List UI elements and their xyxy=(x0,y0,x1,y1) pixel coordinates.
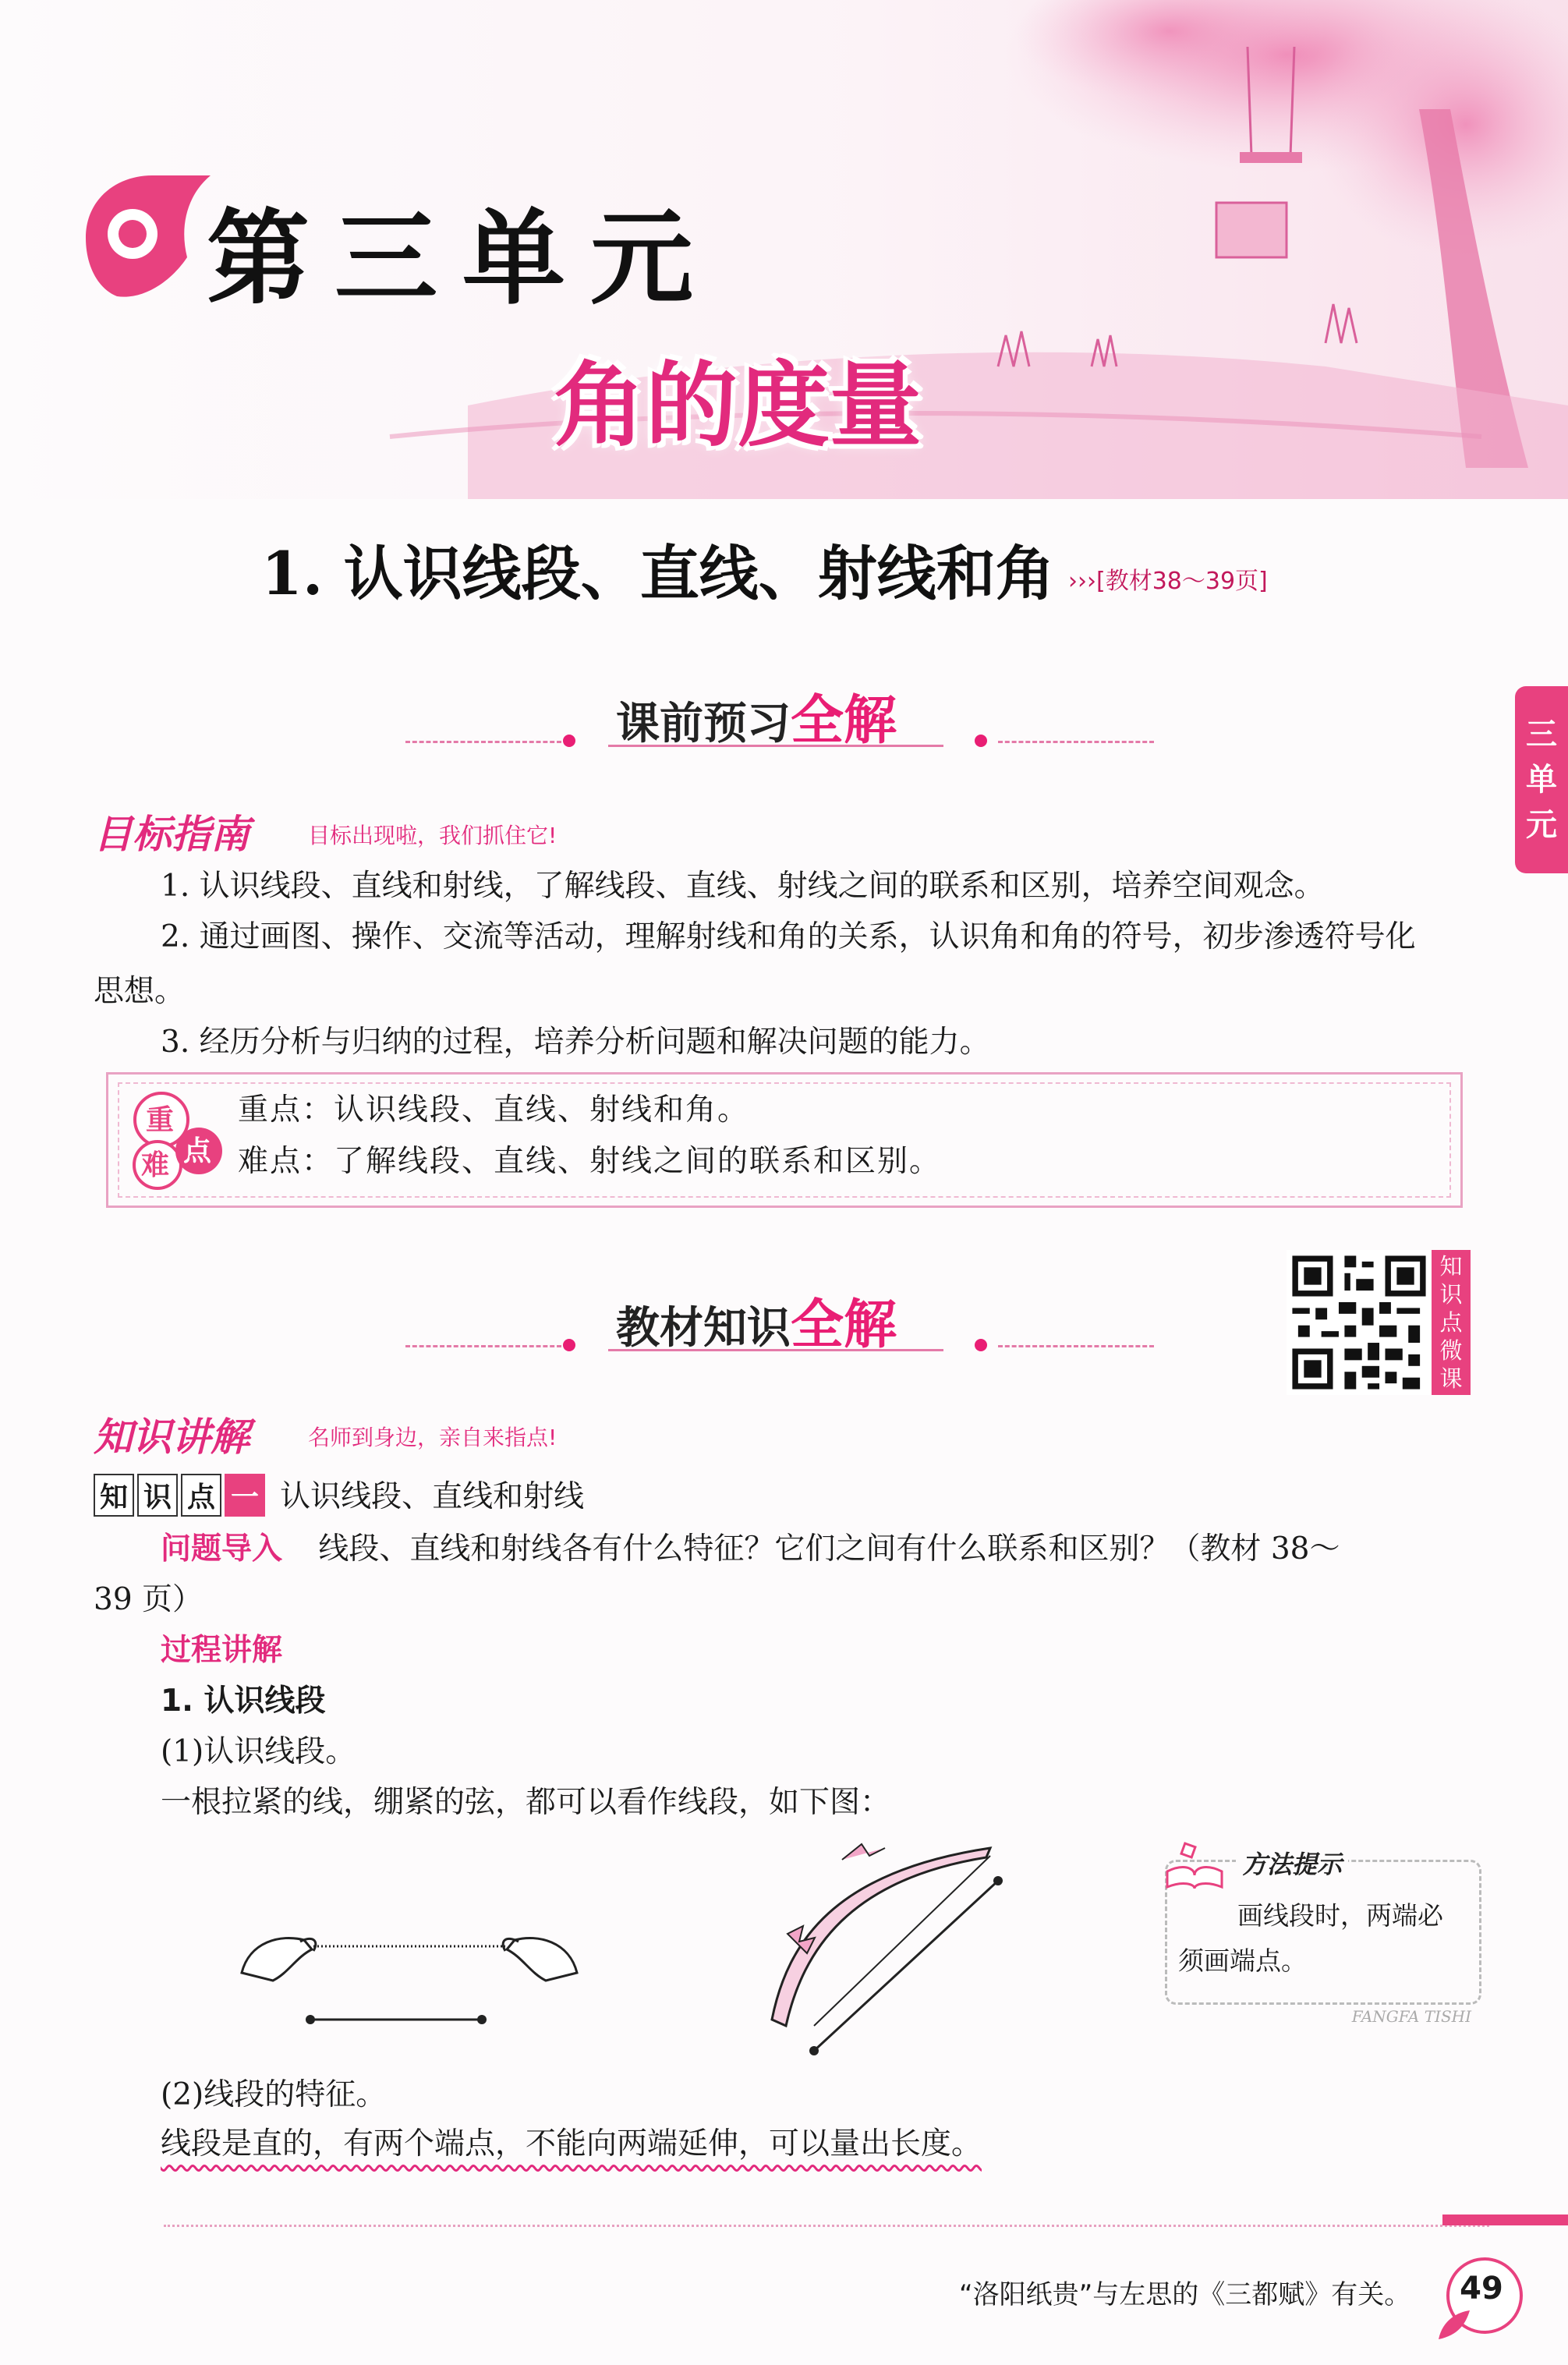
section-title-text: 课前预习 xyxy=(616,698,791,749)
side-tab-char: 单 xyxy=(1526,762,1557,798)
kp-tag-char: 知 xyxy=(94,1474,134,1517)
page-number: 49 xyxy=(1460,2271,1503,2307)
tip-caption: FANGFA TISHI xyxy=(1349,2007,1474,2026)
section-preview-title xyxy=(616,678,897,754)
section-title-accent: 全解 xyxy=(791,689,897,752)
kp-tag-char: 点 xyxy=(181,1474,221,1517)
side-tab-char: 三 xyxy=(1526,717,1557,752)
intro-text-cont: 39 页） xyxy=(94,1582,204,1617)
section-divider-right xyxy=(998,741,1154,743)
tip-title: 方法提示 xyxy=(1236,1845,1348,1881)
knowledge-sub: 名师到身边，亲自来指点! xyxy=(308,1425,557,1450)
goals-sub: 目标出现啦，我们抓住它! xyxy=(308,823,557,848)
side-tab-char: 元 xyxy=(1526,807,1557,843)
goal-item: 思想。 xyxy=(94,974,186,1009)
qr-code-icon[interactable] xyxy=(1287,1250,1432,1395)
tip-line: 画线段时，两端必 xyxy=(1237,1900,1443,1931)
knowledge-point-heading xyxy=(94,1472,584,1517)
knowledge-label: 知识讲解 xyxy=(94,1414,250,1460)
key-point-text: 重点：认识线段、直线、射线和角。 xyxy=(238,1092,750,1128)
section-divider-left xyxy=(405,741,561,743)
goal-item: 2. 通过画图、操作、交流等活动，理解射线和角的关系，认识角和角的符号，初步渗透符号化 xyxy=(161,919,1416,954)
chapter-title: 角的度量 xyxy=(554,352,922,459)
method-tip-box xyxy=(1165,1850,1481,2026)
intro-label: 问题导入 xyxy=(161,1531,283,1567)
divider-dot xyxy=(975,735,987,747)
qr-tab-char: 课 xyxy=(1439,1365,1463,1392)
segment-feature: 线段是直的，有两个端点，不能向两端延伸，可以量出长度。 xyxy=(161,2126,982,2161)
step-1-desc: 一根拉紧的线，绷紧的弦，都可以看作线段，如下图： xyxy=(161,1785,891,1820)
lesson-page-ref: ›››[教材38～39页] xyxy=(1068,568,1268,595)
qr-tab-char: 微 xyxy=(1439,1337,1463,1364)
difficult-point-text: 难点：了解线段、直线、射线之间的联系和区别。 xyxy=(238,1144,942,1179)
badge-char: 点 xyxy=(183,1135,212,1167)
section-textbook-title xyxy=(616,1283,897,1358)
intro-text: 线段、直线和射线各有什么特征？它们之间有什么联系和区别？（教材 38～ xyxy=(318,1531,1340,1567)
lesson-title: 1. 认识线段、直线、射线和角 xyxy=(261,539,1055,608)
qr-tab-char: 点 xyxy=(1439,1309,1463,1336)
badge-char: 难 xyxy=(141,1149,170,1181)
step-1: (1)认识线段。 xyxy=(161,1734,356,1769)
footer-divider xyxy=(164,2225,1489,2227)
step-2: (2)线段的特征。 xyxy=(161,2077,387,2112)
divider-dot xyxy=(563,735,575,747)
hands-string-illustration xyxy=(226,1879,593,2035)
qr-micro-lesson-tab[interactable] xyxy=(1432,1250,1471,1395)
kp-tag-char: 识 xyxy=(137,1474,178,1517)
unit-side-tab xyxy=(1515,686,1568,873)
process-label: 过程讲解 xyxy=(161,1633,283,1668)
section-title-accent: 全解 xyxy=(791,1294,897,1356)
sub-title: 1. 认识线段 xyxy=(161,1683,326,1719)
leaf-icon xyxy=(1435,2304,1474,2343)
title-underline xyxy=(608,1349,943,1351)
bow-illustration xyxy=(756,1825,1006,2059)
qr-tab-char: 识 xyxy=(1439,1281,1463,1308)
footer-quote: “洛阳纸贵”与左思的《三都赋》有关。 xyxy=(959,2279,1411,2310)
unit-title: 第三单元 xyxy=(207,198,718,319)
key-points-box xyxy=(106,1072,1463,1208)
kp-tag-number: 一 xyxy=(225,1474,265,1517)
title-underline xyxy=(608,745,943,747)
badge-char: 重 xyxy=(146,1104,175,1136)
goals-label: 目标指南 xyxy=(94,812,250,857)
qr-tab-char: 知 xyxy=(1439,1253,1463,1280)
intro-paragraph xyxy=(161,1524,1486,1574)
goal-item: 1. 认识线段、直线和射线，了解线段、直线、射线之间的联系和区别，培养空间观念。 xyxy=(161,869,1325,904)
divider-dot xyxy=(563,1339,575,1351)
section-divider-left xyxy=(405,1345,561,1347)
tip-line: 须画端点。 xyxy=(1178,1945,1307,1976)
book-icon xyxy=(1159,1840,1230,1895)
goal-item: 3. 经历分析与归纳的过程，培养分析问题和解决问题的能力。 xyxy=(161,1025,990,1060)
section-title-text: 教材知识 xyxy=(616,1302,791,1354)
knowledge-point-title: 认识线段、直线和射线 xyxy=(280,1479,585,1514)
section-divider-right xyxy=(998,1345,1154,1347)
divider-dot xyxy=(975,1339,987,1351)
footer-accent-bar xyxy=(1442,2215,1568,2225)
